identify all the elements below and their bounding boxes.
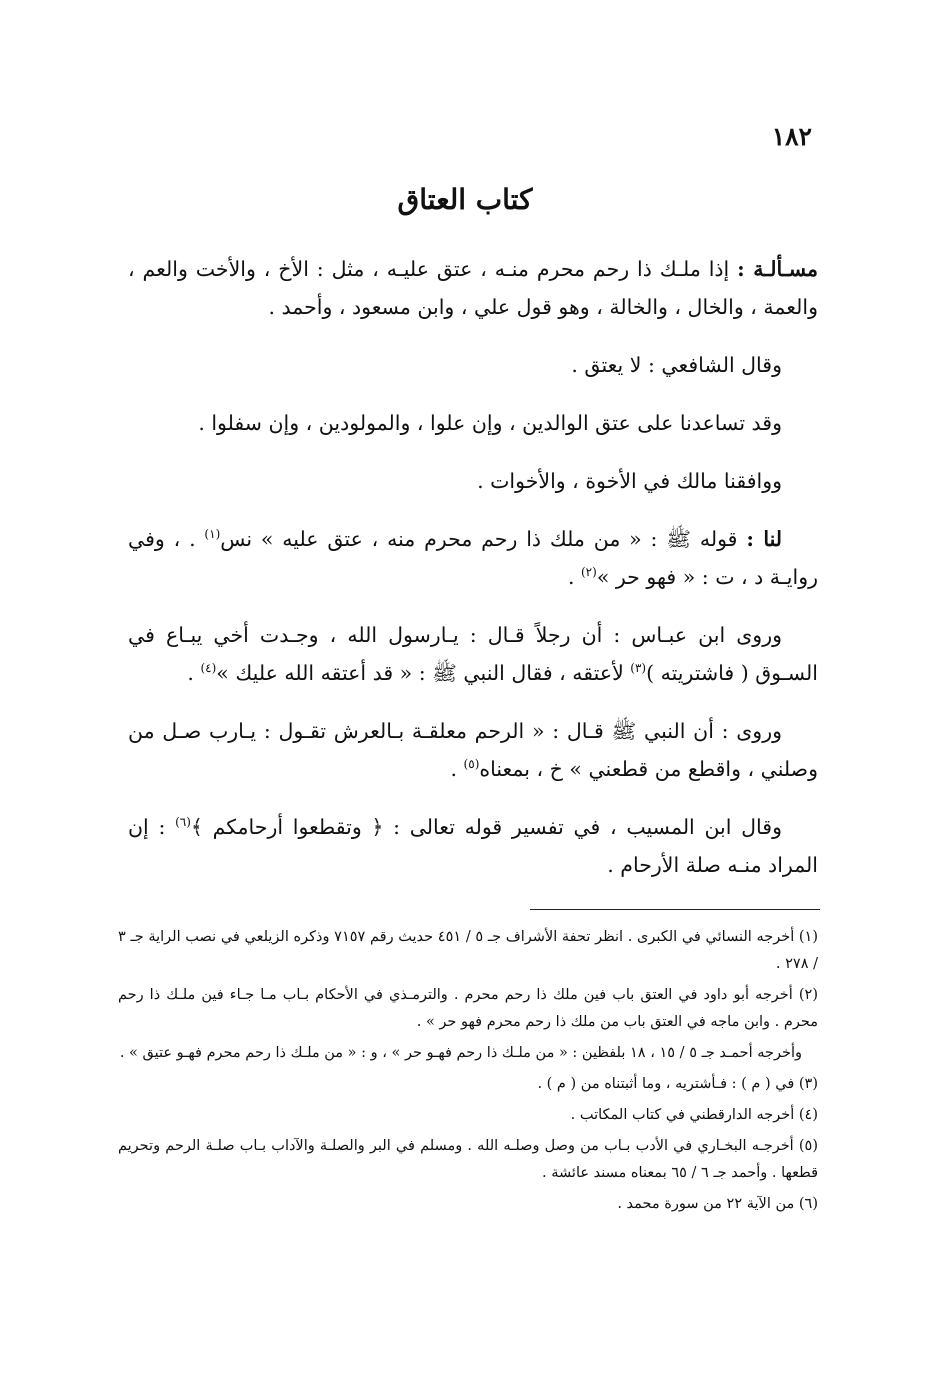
- body-text: [128, 250, 818, 904]
- paragraph-lana: [128, 520, 818, 596]
- footnote-1: (١) أخرجه النسائي في الكبرى . انظر تحفة الأشراف جـ ٥ / ٤٥١ حديث رقم ٧١٥٧ وذكره الزيلعي في نصب الراية جـ ٣ / ٢٧٨ .: [118, 929, 819, 972]
- paragraph-ibn-abbas: [128, 616, 818, 692]
- paragraph-ibn-musayyib: [128, 808, 818, 884]
- footnote-ref: (٥): [463, 757, 480, 772]
- paragraph-text: وروى : أن النبي ﷺ قـال : « الرحم معلقـة بـالعرش تقـول : يـارب صـل من وصلني ، واقطع من قطعني » خ ، بمعناه: [128, 719, 818, 781]
- footnote-2: (٢) أخرجه أبو داود في العتق باب فين ملك ذا رحم محرم . والترمـذي في الأحكام بـاب مـا جـاء فين ملـك ذا رحم محرم . وابن ماجه في العتق باب من ملك ذا رحم محرم فهو حر » .: [118, 987, 818, 1030]
- footnote-divider: [530, 909, 820, 910]
- footnote-ref: (٤): [200, 661, 217, 676]
- paragraph-lead: لنا :: [746, 527, 783, 551]
- paragraph-text: ووافقنا مالك في الأخوة ، والأخوات .: [477, 469, 782, 493]
- paragraph-text: : إن المراد منـه صلة الأرحام .: [128, 815, 818, 877]
- paragraph-text: وقد تساعدنا على عتق الوالدين ، وإن علوا ، والمولودين ، وإن سفلوا .: [198, 411, 782, 435]
- footnote-2-continued: وأخرجه أحمـد جـ ٥ / ١٥ ، ١٨ بلفظين : « من ملـك ذا رحم فهـو حر » ، و : « من ملـك ذا رحم محرم فهـو عتيق » .: [119, 1045, 802, 1061]
- footnote-ref: (١): [204, 527, 221, 542]
- footnote-6: (٦) من الآية ٢٢ من سورة محمد .: [617, 1196, 818, 1212]
- chapter-title: كتاب العتاق: [397, 183, 533, 216]
- footnote-3: (٣) في ( م ) : فـأشتريه ، وما أثبتناه من ( م ) .: [537, 1076, 818, 1092]
- paragraph-shafii: [128, 346, 818, 384]
- footnote-ref: (٣): [630, 661, 647, 676]
- footnote-5: (٥) أخرجـه البخـاري في الأدب بـاب من وصل وصلـه الله . ومسلم في البر والصلـة والآداب بـاب صلـة الرحم وتحريم قطعها . وأحمد جـ ٦ / ٦٥ بمعناه مسند عائشة .: [118, 1138, 818, 1181]
- paragraph-text: وروى ابن عبـاس : أن رجلاً قـال : يـارسول الله ، وجـدت أخي يبـاع في السـوق ( فاشتريته ): [128, 623, 818, 685]
- paragraph-text: . ، وفي روايـة د ، ت : « فهو حر »: [128, 527, 818, 589]
- paragraph-text: .: [187, 661, 201, 685]
- paragraph-masala: [128, 250, 818, 326]
- footnote-ref: (٢): [580, 565, 597, 580]
- paragraph-lead: مسـألـة :: [737, 257, 818, 281]
- paragraph-text: إذا ملـك ذا رحم محرم منـه ، عتق عليـه ، مثل : الأخ ، والأخت والعم ، والعمة ، والخال ، والخالة ، وهو قول علي ، وابن مسعود ، وأحمد .: [128, 257, 818, 319]
- footnote-ref: (٦): [175, 815, 191, 830]
- paragraph-text: وقال الشافعي : لا يعتق .: [571, 353, 782, 377]
- paragraph-rahim: [128, 712, 818, 788]
- footnote-4: (٤) أخرجه الدارقطني في كتاب المكاتب .: [570, 1107, 818, 1123]
- paragraph-walidayn: [128, 404, 818, 442]
- paragraph-text: .: [450, 757, 464, 781]
- paragraph-malik: [128, 462, 818, 500]
- page-number: ١٨٢: [771, 122, 812, 151]
- paragraph-text: .: [567, 565, 581, 589]
- paragraph-text: لأعتقه ، فقال النبي ﷺ : « قد أعتقه الله عليك »: [216, 661, 631, 685]
- footnotes: [118, 924, 818, 1222]
- paragraph-text: قوله ﷺ : « من ملك ذا رحم محرم منه ، عتق عليه » نس: [220, 527, 747, 551]
- paragraph-text: وقال ابن المسيب ، في تفسير قوله تعالى : ﴿ وتقطعوا أرحامكم ﴾: [190, 815, 782, 839]
